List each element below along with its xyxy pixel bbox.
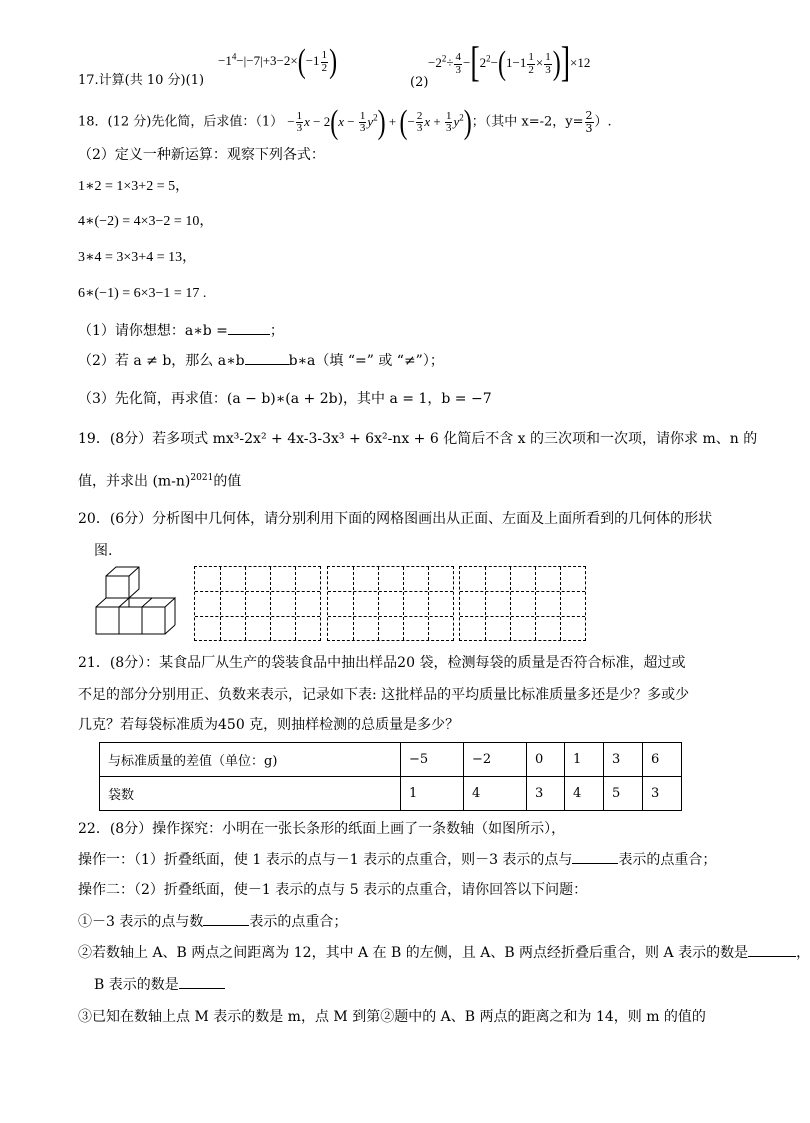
q22-line2-blank bbox=[572, 862, 618, 864]
q22-line2 bbox=[78, 853, 716, 867]
table-cell: 6 bbox=[643, 743, 682, 777]
q22-line3: 操作二：（2）折叠纸面，使－1 表示的点与 5 表示的点重合，请你回答以下问题： bbox=[78, 882, 588, 898]
q22-line2-text-a: 操作一：（1）折叠纸面，使 1 表示的点与－1 表示的点重合，则－3 表示的点与 bbox=[78, 852, 573, 868]
q17-e2-two: 2 bbox=[479, 54, 487, 70]
q17-e2-times: × bbox=[535, 54, 544, 70]
q21-line3: 几克？若每袋标准质为450 克，则抽样检测的总质量是多少？ bbox=[78, 717, 460, 733]
q18-sub2-text-b: b∗a（填 “=” 或 “≠”）； bbox=[288, 353, 444, 369]
grid-left-view[interactable] bbox=[327, 566, 454, 641]
q22-line5-text-a: ②若数轴上 A、B 两点之间距离为 12，其中 A 在 B 的左侧，且 A、B 两点经折叠后重合，则 A 表示的数是 bbox=[78, 945, 749, 961]
q18-example-4: 6∗(−1) = 6×3−1 = 17 . bbox=[78, 286, 207, 301]
q18-condition-end: ）. bbox=[594, 114, 612, 130]
grid-top-view[interactable] bbox=[459, 566, 586, 641]
q22-line4-text-a: ①－3 表示的点与数 bbox=[78, 914, 204, 930]
q17-e2-frac1: $\frac{4}{3}$ bbox=[455, 50, 461, 76]
q22-line6-blank bbox=[179, 987, 225, 989]
q18-example-2: 4∗(−2) = 4×3−2 = 10， bbox=[78, 214, 214, 229]
q17-label bbox=[78, 74, 204, 87]
q18-sub1-text: （1）请你想想：a∗b = bbox=[78, 323, 228, 339]
q22-line4-text-b: 表示的点重合； bbox=[249, 914, 348, 930]
q22-line4-blank bbox=[203, 924, 249, 926]
q18-sub3: （3）先化简，再求值：(a − b)∗(a + 2b)，其中 a = 1，b = −7 bbox=[78, 391, 492, 407]
table-cell: 0 bbox=[527, 743, 565, 777]
q17-e2-div: ÷ bbox=[446, 54, 454, 70]
q18-condition: ；（其中 x=-2，y= bbox=[471, 114, 584, 130]
q17-label-text: 17.计算(共 10 分) bbox=[78, 73, 186, 88]
q21-line1: 21．(8分）：某食品厂从生产的袋装食品中抽出样品20 袋，检测每袋的质量是否符合标准，超过或 bbox=[78, 655, 686, 671]
q17-e2-end: ×12 bbox=[570, 54, 591, 70]
table-cell: −5 bbox=[401, 743, 464, 777]
q22-line5-text-b: ， bbox=[796, 945, 810, 961]
q19-line2-text: 值，并求出 (m-n) bbox=[78, 473, 191, 490]
q19-line2 bbox=[78, 474, 241, 489]
table-row bbox=[100, 777, 682, 811]
q20-line2: 图. bbox=[94, 543, 113, 559]
cube-solid-figure bbox=[92, 566, 192, 638]
q22-line4 bbox=[78, 915, 347, 929]
q17-e2-minus: − bbox=[462, 54, 471, 70]
q22-line6-text: B 表示的数是 bbox=[94, 977, 179, 993]
q22-line6 bbox=[94, 978, 225, 992]
q17-e2-frac3: $\frac{1}{3}$ bbox=[545, 50, 551, 76]
table-cell: 1 bbox=[565, 743, 604, 777]
q18-definition: （2）定义一种新运算：观察下列各式： bbox=[78, 147, 325, 163]
q22-line2-text-b: 表示的点重合； bbox=[618, 852, 717, 868]
q17-part1-marker: (1) bbox=[185, 73, 205, 88]
q21-data-table bbox=[99, 742, 682, 811]
q18-y-frac: $\frac{2}{3}$ bbox=[585, 109, 593, 135]
q18-sub2-text-a: （2）若 a ≠ b，那么 a∗b bbox=[78, 353, 245, 369]
q17-e2-minus2: − bbox=[490, 54, 498, 70]
q17-e1-term: −1 bbox=[218, 53, 232, 69]
table-cell: 4 bbox=[565, 777, 604, 811]
q17-e2-one: 1−1 bbox=[506, 54, 527, 70]
q17-part2-marker: (2) bbox=[410, 75, 429, 90]
table-cell: 1 bbox=[401, 777, 464, 811]
q18-example-1: 1∗2 = 1×3+2 = 5， bbox=[78, 179, 190, 194]
q18-sub2 bbox=[78, 354, 444, 368]
q19-exponent: 2021 bbox=[190, 473, 214, 483]
q22-line5-blank bbox=[748, 955, 796, 957]
q17-e2-a: −2 bbox=[428, 54, 442, 70]
table-cell: 3 bbox=[527, 777, 565, 811]
q18-sub1-blank bbox=[228, 333, 270, 335]
q17-e1-neg: −1 bbox=[305, 53, 320, 69]
table-cell: −2 bbox=[464, 743, 527, 777]
table-cell: 5 bbox=[604, 777, 643, 811]
table-header-count: 袋数 bbox=[100, 777, 401, 811]
q19-line1: 19．(8分）若多项式 mx³-2x² + 4x-3-3x³ + 6x²-nx + 6 化简后不含 x 的三次项和一次项，请你求 m、n 的 bbox=[78, 431, 758, 447]
q20-line1: 20．(6分）分析图中几何体，请分别利用下面的网格图画出从正面、左面及上面所看到的几何体的形状 bbox=[78, 511, 713, 527]
q22-line5 bbox=[78, 946, 810, 960]
q22-line7: ③已知在数轴上点 M 表示的数是 m，点 M 到第②题中的 A、B 两点的距离之和为 14，则 m 的值的 bbox=[78, 1009, 706, 1025]
q18-line1 bbox=[78, 104, 612, 141]
grid-front-view[interactable] bbox=[194, 566, 321, 641]
q18-example-3: 3∗4 = 3×3+4 = 13， bbox=[78, 250, 197, 265]
table-cell: 4 bbox=[464, 777, 527, 811]
table-cell: 3 bbox=[643, 777, 682, 811]
q18-head: 18．(12 分)先化简，后求值：（1） bbox=[78, 114, 284, 130]
q17-e1-frac: $\frac{1}{2}$ bbox=[321, 49, 328, 74]
q22-line1: 22．(8分）操作探究：小明在一张长条形的纸面上画了一条数轴（如图所示）， bbox=[78, 821, 566, 837]
q17-expression-2: $-2^2\div$ $\frac{4}{3}$ $-[2^2-(1-1$ $\frac{1}{2}$ × $\frac{1}{3}$ )]×12 bbox=[428, 40, 591, 87]
table-header-diff: 与标准质量的差值（单位：g) bbox=[100, 743, 401, 777]
q18-sub1-end: ； bbox=[269, 323, 284, 339]
q17-e1-mid: −|−7|+3−2× bbox=[236, 53, 298, 69]
q18-sub1 bbox=[78, 324, 284, 338]
table-cell: 3 bbox=[604, 743, 643, 777]
q18-sub2-blank bbox=[245, 363, 289, 365]
table-row bbox=[100, 743, 682, 777]
q17-e2-frac2: $\frac{1}{2}$ bbox=[528, 50, 534, 76]
q18-expression: − $\frac{1}{3}$ x − 2(x − $\frac{1}{3}$ $y^2$) + (− $\frac{2}{3}$ x + $\frac{1}{3}$ $y^2$) bbox=[287, 104, 472, 141]
q17-expression-1: $-1^4-|-7|+3-2\times(-1$ $\frac{1}{2}$ ) bbox=[218, 43, 338, 81]
q21-line2: 不足的部分分别用正、负数来表示，记录如下表: 这批样品的平均质量比标准质量多还是少？多或少 bbox=[78, 687, 690, 703]
q19-line2-end: 的值 bbox=[213, 473, 242, 490]
